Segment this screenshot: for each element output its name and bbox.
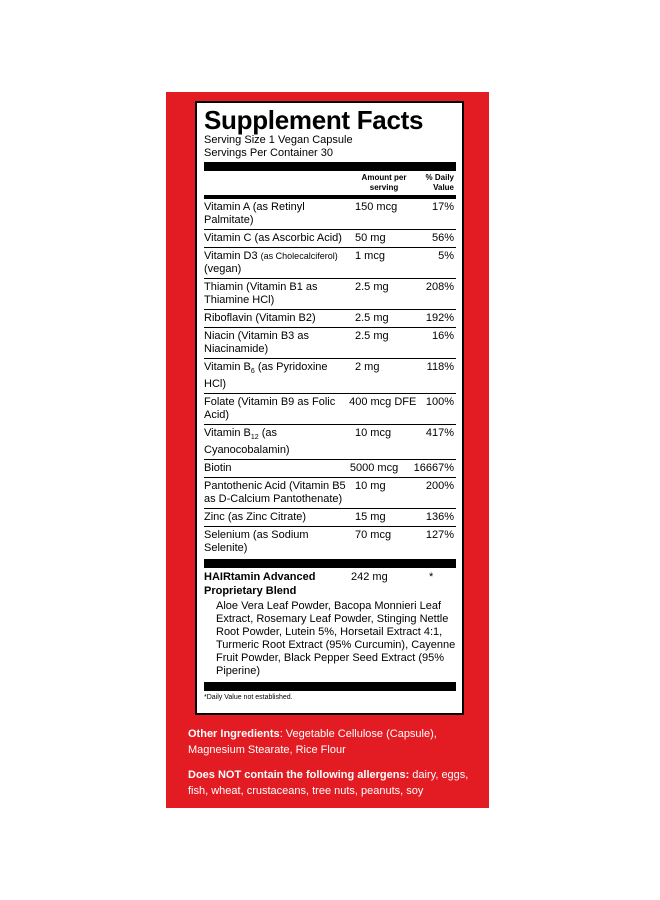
other-ingredients-label: Other Ingredients — [188, 728, 280, 740]
divider-thick — [204, 162, 456, 171]
header-daily-value: % Daily Value — [425, 173, 454, 192]
nutrient-dv: 417% — [425, 427, 454, 440]
nutrient-amount: 10 mg — [355, 480, 386, 493]
blend-dv: * — [429, 571, 434, 584]
column-header — [204, 171, 456, 199]
nutrient-dv: 56% — [431, 232, 454, 244]
nutrient-name: Vitamin D3 (as Cholecalciferol) (vegan) — [204, 250, 338, 275]
allergen-text: dairy, eggs, fish, wheat, crustaceans, tree nuts, peanuts, soy — [188, 769, 469, 797]
nutrient-dv: 16% — [431, 330, 454, 342]
nutrient-row — [204, 478, 456, 509]
nutrient-amount: 2 mg — [355, 361, 380, 373]
nutrient-row — [204, 527, 456, 557]
nutrient-row — [204, 248, 456, 279]
nutrient-amount: 15 mg — [355, 511, 386, 524]
nutrient-name: Biotin — [204, 462, 232, 475]
other-ingredients-text: : Vegetable Cellulose (Capsule), Magnesium Stearate, Rice Flour — [188, 728, 437, 756]
nutrient-row — [204, 199, 456, 230]
nutrient-dv: 200% — [425, 480, 454, 493]
nutrient-amount: 1 mcg — [355, 250, 385, 262]
nutrient-name: Pantothenic Acid (Vitamin B5 as D-Calcium Pantothenate) — [204, 480, 346, 506]
nutrient-row — [204, 394, 456, 425]
nutrient-row — [204, 359, 456, 394]
nutrient-name: Vitamin C (as Ascorbic Acid) — [204, 232, 342, 244]
nutrient-row — [204, 328, 456, 359]
blend-ingredients: Aloe Vera Leaf Powder, Bacopa Monnieri Leaf Extract, Rosemary Leaf Powder, Stinging Nettle Root Powder, Lutein 5%, Horsetail Extract 4:1, Turmeric Root Extract (95% Curcumin), Cayenne Fruit Powder, Black Pepper Seed Extract (95% Piperine) — [216, 600, 456, 678]
facts-title: Supplement Facts — [204, 105, 424, 135]
daily-value-footnote: *Daily Value not established. — [204, 694, 293, 702]
nutrient-amount: 70 mcg — [355, 529, 392, 542]
nutrient-name: Selenium (as Sodium Selenite) — [204, 529, 309, 555]
blend-amount: 242 mg — [351, 571, 388, 584]
nutrient-dv: 192% — [425, 312, 454, 324]
nutrient-name: Niacin (Vitamin B3 as Niacinamide) — [204, 330, 309, 355]
nutrient-amount: 50 mg — [355, 232, 386, 244]
servings-per-container: Servings Per Container 30 — [204, 147, 334, 159]
nutrient-name: Vitamin $B_{12}$ (as Cyanocobalamin) — [204, 427, 290, 457]
nutrient-row — [204, 230, 456, 248]
nutrient-row — [204, 310, 456, 328]
nutrient-dv: 16667% — [413, 462, 454, 475]
nutrient-name: Thiamin (Vitamin B1 as Thiamine HCl) — [204, 281, 318, 306]
allergen-statement — [188, 767, 478, 799]
nutrient-row — [204, 460, 456, 478]
nutrient-dv: 100% — [425, 396, 454, 409]
nutrient-name: Riboflavin (Vitamin B2) — [204, 312, 316, 324]
nutrient-dv: 118% — [426, 361, 454, 373]
header-amount: Amount per serving — [361, 173, 407, 192]
nutrient-row — [204, 279, 456, 310]
nutrient-amount: 5000 mcg — [349, 462, 399, 475]
nutrient-amount: 150 mcg — [355, 201, 398, 213]
nutrient-dv: 5% — [438, 250, 454, 262]
nutrient-dv: 17% — [431, 201, 454, 213]
nutrient-amount: 2.5 mg — [355, 312, 389, 324]
serving-size: Serving Size 1 Vegan Capsule — [204, 134, 353, 146]
supplement-facts-panel — [195, 101, 464, 715]
nutrient-amount: 10 mcg — [355, 427, 392, 440]
blend-name: HAIRtamin Advanced Proprietary Blend — [204, 571, 316, 598]
nutrient-row — [204, 509, 456, 527]
nutrient-amount: 400 mcg DFE — [349, 396, 417, 409]
nutrient-name: Vitamin A (as Retinyl Palmitate) — [204, 201, 305, 226]
nutrient-row — [204, 425, 456, 460]
nutrient-name: Zinc (as Zinc Citrate) — [204, 511, 307, 524]
proprietary-blend-row — [204, 568, 456, 598]
nutrient-amount: 2.5 mg — [355, 281, 389, 293]
other-ingredients — [188, 726, 478, 758]
nutrient-name: Folate (Vitamin B9 as Folic Acid) — [204, 396, 336, 422]
nutrient-dv: 208% — [425, 281, 454, 293]
nutrient-name: Vitamin $B_6$ (as Pyridoxine HCl) — [204, 361, 328, 391]
nutrient-dv: 127% — [425, 529, 454, 542]
nutrient-amount: 2.5 mg — [355, 330, 389, 342]
divider-thick — [204, 682, 456, 691]
divider-thick — [204, 559, 456, 568]
nutrient-dv: 136% — [425, 511, 454, 524]
allergen-label: Does NOT contain the following allergens: — [188, 769, 410, 781]
